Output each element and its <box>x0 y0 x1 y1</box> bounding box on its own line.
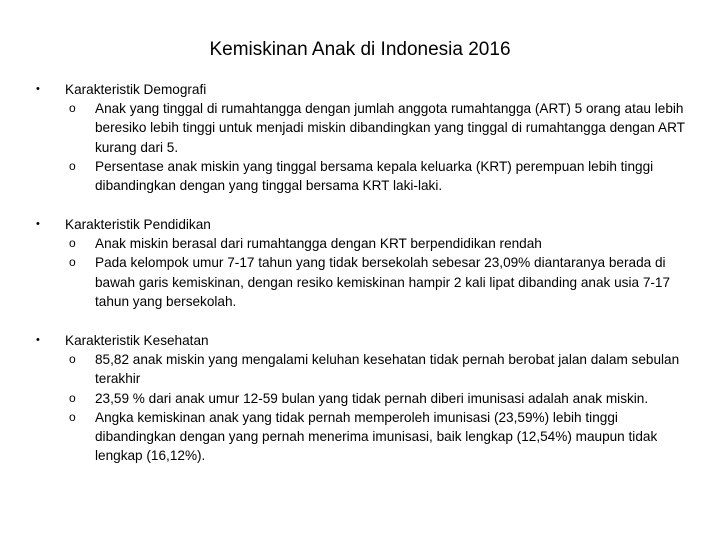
section-heading: Karakteristik Pendidikan <box>65 217 211 232</box>
sub-list <box>36 350 686 465</box>
list-item-text: Pada kelompok umur 7-17 tahun yang tidak bersekolah sebesar 23,09% diantaranya berada di bawah garis kemiskinan, dengan resiko kemiskinan hampir 2 kali lipat dibanding anak usia 7-17 tahun yang bersekolah. <box>95 255 671 309</box>
section-heading: Karakteristik Kesehatan <box>65 333 209 348</box>
circle-bullet-icon: o <box>69 352 76 367</box>
list-item-text: Anak miskin berasal dari rumahtangga dengan KRT berpendidikan rendah <box>95 236 542 252</box>
list-item <box>36 408 686 466</box>
circle-bullet-icon: o <box>69 409 76 424</box>
circle-bullet-icon: o <box>69 101 76 116</box>
list-item-text: Anak yang tinggal di rumahtangga dengan jumlah anggota rumahtangga (ART) 5 orang atau lebih beresiko lebih tinggi untuk menjadi miskin dibandingkan yang tinggal di rumahtangga dengan ART kurang dari 5. <box>95 101 685 155</box>
sub-list <box>36 234 686 311</box>
section-heading-row <box>36 80 686 99</box>
list-item <box>36 234 686 253</box>
section-demografi <box>36 80 686 195</box>
list-item <box>36 389 686 408</box>
list-item <box>36 157 686 195</box>
list-item-text: 23,59 % dari anak umur 12-59 bulan yang tidak pernah diberi imunisasi adalah anak miskin. <box>95 390 649 406</box>
list-item-text: Persentase anak miskin yang tinggal bersama kepala keluarka (KRT) perempuan lebih tinggi dibandingkan dengan yang tinggal bersama KRT laki-laki. <box>95 158 654 194</box>
bullet-icon: • <box>36 218 40 230</box>
circle-bullet-icon: o <box>69 236 76 251</box>
section-heading: Karakteristik Demografi <box>65 82 207 97</box>
section-pendidikan <box>36 215 686 311</box>
list-item <box>36 99 686 157</box>
list-item <box>36 253 686 311</box>
circle-bullet-icon: o <box>69 255 76 270</box>
circle-bullet-icon: o <box>69 390 76 405</box>
section-kesehatan <box>36 331 686 465</box>
sub-list <box>36 99 686 195</box>
slide-title: Kemiskinan Anak di Indonesia 2016 <box>209 39 511 60</box>
circle-bullet-icon: o <box>69 158 76 173</box>
section-heading-row <box>36 215 686 234</box>
section-heading-row <box>36 331 686 350</box>
bullet-icon: • <box>36 334 40 346</box>
list-item-text: Angka kemiskinan anak yang tidak pernah memperoleh imunisasi (23,59%) lebih tinggi dibandingkan dengan yang pernah menerima imunisasi, baik lengkap (12,54%) maupun tidak lengkap (16,12%). <box>95 409 658 464</box>
list-item <box>36 350 686 388</box>
list-item-text: 85,82 anak miskin yang mengalami keluhan kesehatan tidak pernah berobat jalan dalam sebulan terakhir <box>95 352 680 387</box>
bullet-icon: • <box>36 83 40 95</box>
